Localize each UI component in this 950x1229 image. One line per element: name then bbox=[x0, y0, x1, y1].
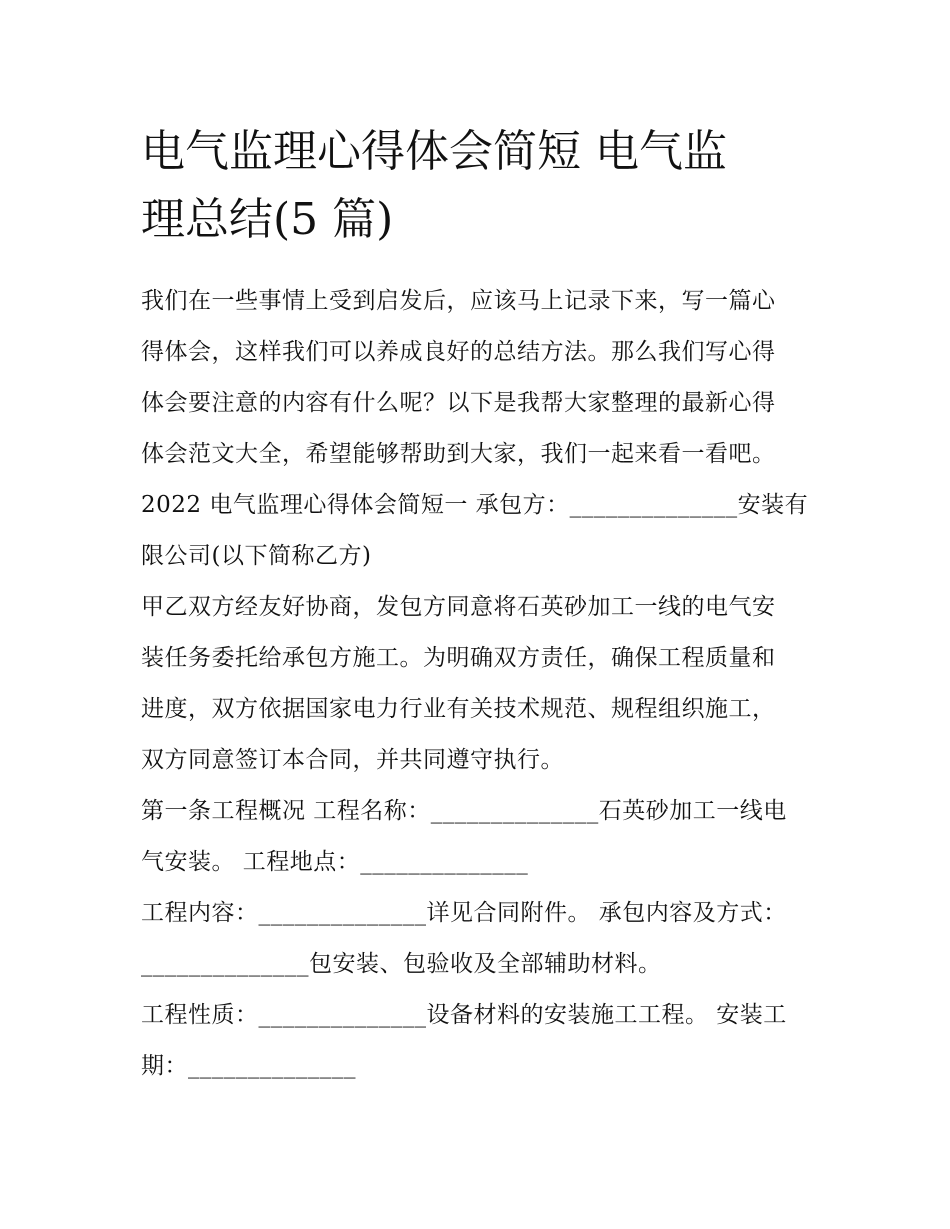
document-body bbox=[141, 118, 813, 1092]
agreement-paragraph: 甲乙双方经友好协商，发包方同意将石英砂加工一线的电气安 装任务委托给承包方施工。为明确双方责任，确保工程质量和 进度，双方依据国家电力行业有关技术规范、规程组织施工， 双方同意签订本合同，并共同遵守执行。 bbox=[141, 594, 776, 773]
project-content-paragraph: 工程内容：______________详见合同附件。 承包内容及方式： ______________包安装、包验收及全部辅助材料。 bbox=[141, 900, 787, 977]
document-title: 电气监理心得体会简短 电气监 理总结(5 篇) bbox=[141, 126, 727, 245]
intro-paragraph: 我们在一些事情上受到启发后，应该马上记录下来，写一篇心 得体会，这样我们可以养成良好的总结方法。那么我们写心得 体会要注意的内容有什么呢？以下是我帮大家整理的最新心得 体会范文大全，希望能够帮助到大家，我们一起来看一看吧。 bbox=[141, 288, 776, 467]
project-overview-paragraph: 第一条工程概况 工程名称：______________石英砂加工一线电 气安装。 工程地点：______________ bbox=[141, 798, 787, 875]
contract-party-paragraph: 2022 电气监理心得体会简短一 承包方：______________安装有 限公司(以下简称乙方) bbox=[141, 492, 809, 569]
project-nature-paragraph: 工程性质：______________设备材料的安装施工工程。 安装工 期：______________ bbox=[141, 1002, 787, 1079]
